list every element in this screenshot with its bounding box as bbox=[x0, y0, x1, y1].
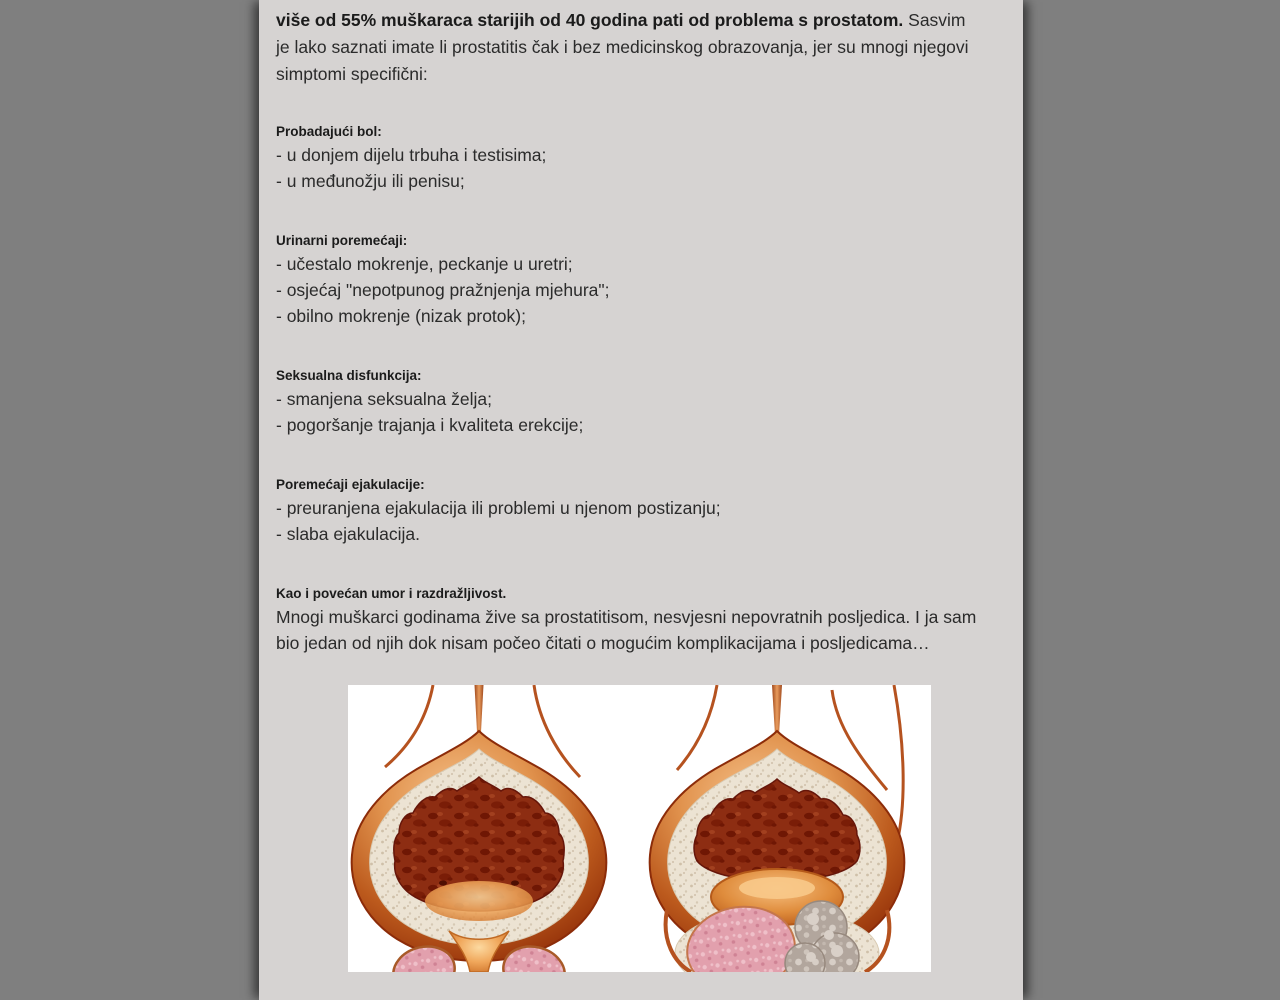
bladder-prostate-illustration bbox=[348, 685, 931, 972]
section-sexual-heading: Seksualna disfunkcija: bbox=[276, 368, 422, 383]
conclusion-heading: Kao i povećan umor i razdražljivost. bbox=[276, 586, 507, 601]
section-urinary bbox=[276, 231, 983, 329]
list-item: - u međunožju ili penisu; bbox=[276, 171, 465, 191]
list-item: - preuranjena ejakulacija ili problemi u njenom postizanju; bbox=[276, 498, 721, 518]
section-sexual bbox=[276, 366, 983, 438]
list-item: - smanjena seksualna želja; bbox=[276, 389, 492, 409]
list-item: - u donjem dijelu trbuha i testisima; bbox=[276, 145, 547, 165]
article-column bbox=[259, 0, 1023, 1000]
list-item: - pogoršanje trajanja i kvaliteta erekcije; bbox=[276, 415, 584, 435]
list-item: - osjećaj "nepotpunog pražnjenja mjehura"; bbox=[276, 280, 610, 300]
list-item: - učestalo mokrenje, peckanje u uretri; bbox=[276, 254, 573, 274]
intro-paragraph bbox=[276, 7, 983, 88]
bladder-prostate-svg bbox=[348, 685, 931, 972]
conclusion-text: Mnogi muškarci godinama žive sa prostatitisom, nesvjesni nepovratnih posljedica. I ja sam bio jedan od njih dok nisam počeo čitati o mogućim komplikacijama i posljedicama… bbox=[276, 607, 977, 653]
list-item: - obilno mokrenje (nizak protok); bbox=[276, 306, 526, 326]
intro-bold-claim: više od 55% muškaraca starijih od 40 godina pati od problema s prostatom. bbox=[276, 10, 904, 30]
section-ejaculation-heading: Poremećaji ejakulacije: bbox=[276, 477, 425, 492]
list-item: - slaba ejakulacija. bbox=[276, 524, 420, 544]
article-body bbox=[259, 0, 1023, 972]
section-ejaculation bbox=[276, 475, 983, 547]
section-pain bbox=[276, 122, 983, 194]
section-conclusion bbox=[276, 584, 983, 656]
intro-text: Sasvim je lako saznati imate li prostatitis čak i bez medicinskog obrazovanja, jer su mnogi njegovi simptomi specifični: bbox=[276, 10, 969, 84]
section-pain-heading: Probadajući bol: bbox=[276, 124, 382, 139]
section-urinary-heading: Urinarni poremećaji: bbox=[276, 233, 408, 248]
